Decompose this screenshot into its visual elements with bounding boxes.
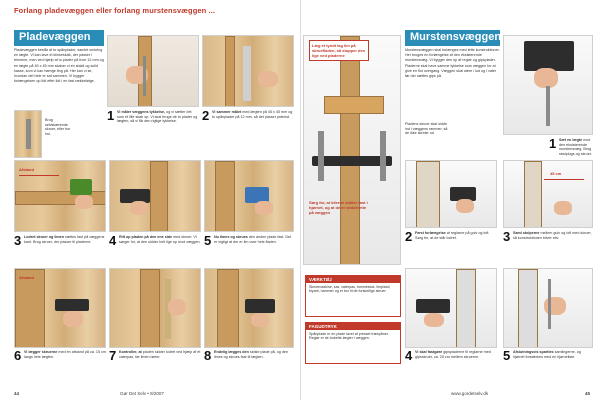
right-page	[300, 0, 600, 400]
step7-photo	[109, 268, 201, 348]
step7-bold: Kontroller, at	[119, 350, 142, 354]
r-step1-text: mod den eksisterende murstensvæg. Brug rawlplugs og skruer.	[559, 138, 592, 156]
r-step1-number: 1	[549, 136, 557, 151]
r-step1-bold: Sæt en lægte	[559, 138, 583, 142]
step4-text: med skruer. Vi sørger for, at den sidder helt lige op mod væggen.	[119, 235, 201, 244]
r-step2-number: 2	[405, 229, 413, 244]
step3-photo	[14, 160, 106, 232]
r-step3-number: 3	[503, 229, 511, 244]
lime-callout: Læg et tyndt lag lim på skruefladen, så stopper den lige ved pladerne	[312, 43, 366, 58]
terms-box	[305, 322, 401, 364]
step1-number: 1	[107, 108, 115, 123]
r-step2-caption	[415, 231, 497, 240]
step1-bold: Vi måler væggens tykkelse,	[117, 110, 166, 114]
r-step5-text: samlingerne, og hjørnet forstærkes med en hjørneliste.	[513, 350, 581, 359]
step2-photo	[202, 35, 294, 107]
step1-text: og vi sætter det som et lille skab op. Vi skal bruge de to plader og lægten, så vi får den rigtige tykkelse.	[117, 110, 198, 124]
step6-photo	[14, 268, 106, 348]
left-footer-mag: Gør Det Selv • 8/2007	[120, 391, 164, 396]
r-step4-caption	[415, 350, 497, 359]
r-step2-bold: Fæst forlængelse	[415, 231, 446, 235]
step8-text: sidste plade på, og den limes og skrues fast til lægten.	[214, 350, 289, 359]
screw-callout: Brug selvskærende skruer, eller bor hul.	[45, 118, 71, 136]
step7-caption	[119, 350, 201, 359]
r-step3-caption	[513, 231, 593, 240]
r-step4-number: 4	[405, 348, 413, 363]
screw-closeup-photo	[14, 110, 42, 158]
r-step3-photo	[503, 160, 593, 228]
tools-box-title: VÆRKTØJ	[306, 276, 400, 283]
r-step5-photo	[503, 268, 593, 348]
right-footer-mag: www.gordetselv.dk	[451, 391, 489, 396]
right-page-number: 45	[584, 391, 590, 396]
step2-bold: Vi sammer målet	[212, 110, 242, 114]
step2-number: 2	[202, 108, 210, 123]
r-step2-text: af reglarne på gulv og loft. Sørg for, at de står lodret.	[415, 231, 490, 240]
r-step1-photo	[503, 35, 593, 135]
right-callout: Pladens skruer skal sidde ind i væggens rammer, så de ikke skrider ud	[405, 122, 448, 136]
step1-photo	[107, 35, 199, 107]
step5-number: 5	[204, 233, 212, 248]
measure-label-1: Afstand	[19, 167, 34, 172]
r-step3-bold: Saml stolperne	[513, 231, 540, 235]
step4-caption	[119, 235, 201, 244]
r-step2-photo	[405, 160, 497, 228]
step5-photo	[204, 160, 294, 232]
step5-caption	[214, 235, 294, 244]
right-section-intro: Murstensvæggen skal forlænges med lette konstruktioner. Her bruges en forlængelse af den eksisterende murstensvæg. Vi bygger den op af reglar og gipsplader. Pladerne skal have samme tykkelse som væggen for at give en flot overgang. Væggen skal være i lod og i vater før der sættes gips på.	[405, 48, 500, 79]
r-step4-bold: Vi skal fastgøre	[415, 350, 443, 354]
lime-callout-box	[309, 40, 369, 61]
step3-caption	[24, 235, 106, 244]
r-step5-number: 5	[503, 348, 511, 363]
measure-label-3: 45 cm	[550, 171, 562, 176]
step8-photo	[204, 268, 294, 348]
right-section-title: Murstensvæggen	[405, 30, 500, 46]
left-section-intro: Pladevæggen består af to spånplader, samlet omkring en lægte. Vi kan lave et klinkeskab, der passer i trinnene, men ved hjælp af to plader på hver 12 mm og en lægte på 45 x 45 mm skaber vi en stabil og solid kasse, som vi kan hænge ting på. Her kan vi se, hvordan det hele er sat sammen. Vi bygger forlængelsen op lidt efter lidt i en fast rækkefølge.	[14, 48, 104, 84]
step4-bold: Rilt op pladen på den ene side	[119, 235, 173, 239]
tools-box	[305, 275, 401, 317]
left-section-title: Pladevæggen	[14, 30, 104, 46]
step2-caption	[212, 110, 294, 119]
step4-photo	[109, 160, 201, 232]
r-step5-bold: Afslutningsvis spartles	[513, 350, 554, 354]
step8-number: 8	[204, 348, 212, 363]
r-step4-photo	[405, 268, 497, 348]
wedge-note: Sørg for, at kilerne sidder fast i hjørnet, og at de er vinkelrette på væggen	[309, 200, 368, 215]
step6-number: 6	[14, 348, 22, 363]
step3-bold: Lodret skruer og limen	[24, 235, 64, 239]
terms-box-text: Spånplade er en plade lavet af presset træspåner. Reglar er de lodrette lægter i væggen.	[309, 332, 389, 341]
step7-number: 7	[109, 348, 117, 363]
clamp-photo	[303, 35, 401, 265]
tools-box-text: Skruemaskine, sav, vaterpas, tommestok, limpistol, blyant, hammer og et bor til de forskellige skruer.	[309, 285, 391, 294]
step2-text: med lægten på 45 x 45 mm og to spånplader på 12 mm, så det passer præcist.	[212, 110, 293, 119]
step1-caption	[117, 110, 199, 124]
step6-bold: Vi lægger skruerne	[24, 350, 58, 354]
r-step5-caption	[513, 350, 593, 359]
r-step3-text: mellem gulv og loft med skruer, så konstruktionen bliver stiv.	[513, 231, 592, 240]
step4-number: 4	[109, 233, 117, 248]
step7-text: pladen sidder lodret ved hjælp af et vaterpas, før limen tørrer.	[119, 350, 201, 359]
step6-caption	[24, 350, 106, 359]
step8-bold: Endelig lægges den	[214, 350, 249, 354]
step8-caption	[214, 350, 294, 359]
right-footer	[585, 391, 590, 396]
step3-text: sættes fast på væggens kant. Brug skruer, der passer til pladerne.	[24, 235, 105, 244]
step3-number: 3	[14, 233, 22, 248]
step5-bold: Nu limes og skrues	[214, 235, 248, 239]
r-step1-caption	[559, 138, 595, 156]
left-footer	[14, 391, 19, 396]
measure-label-2: Afstand	[19, 275, 34, 280]
step6-text: med en afstand på ca. 15 cm langs hele lægten.	[24, 350, 106, 359]
header-title: Forlang pladevæggen eller forlang murstensvæggen ...	[14, 6, 216, 15]
left-page-number: 44	[14, 391, 20, 396]
r-step4-text: gipspladerne til reglarne med gipsskruer, ca. 25 cm mellem skruerne.	[415, 350, 491, 359]
step5-text: den anden plade fast. Det er vigtigt at der er lim over hele fladen.	[214, 235, 292, 244]
terms-box-title: FAGUDTRYK	[306, 323, 400, 330]
